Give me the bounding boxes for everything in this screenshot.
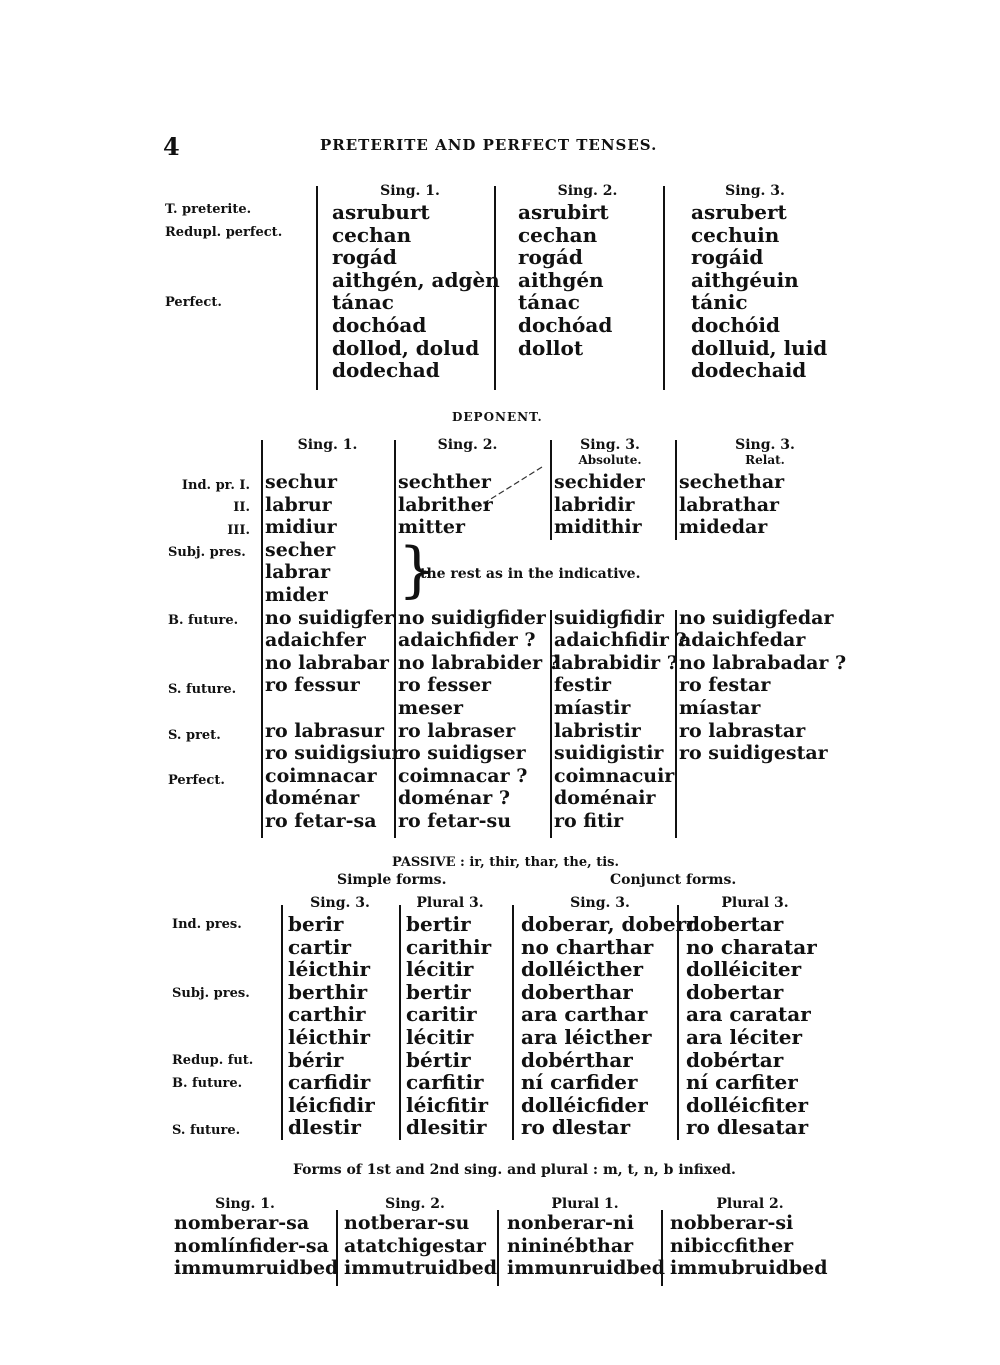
cell: dlesitir: [406, 1115, 487, 1140]
cell: nomlínfider-sa: [174, 1234, 329, 1257]
table-column: [174, 1212, 338, 1280]
row-label: T. preterite.: [165, 202, 252, 217]
table-column: [679, 471, 846, 765]
cell: dolléicther: [521, 957, 644, 982]
column-header: Sing. 1.: [297, 437, 358, 453]
column-header: Sing. 3.: [580, 437, 640, 453]
cell: no suidigfider: [398, 606, 546, 629]
cell: adaichfidir ?: [554, 629, 687, 652]
section-title: PASSIVE : ir, thir, thar, the, tis.: [392, 855, 619, 870]
cell: asrubert: [691, 200, 787, 224]
table-column: [344, 1212, 497, 1280]
row-label: B. future.: [168, 613, 239, 628]
cell: nobberar-si: [670, 1212, 794, 1234]
cell: sechur: [265, 471, 337, 493]
cell: bertir: [406, 979, 471, 1004]
cell: ro suidigser: [398, 742, 526, 765]
cell: sechider: [554, 471, 645, 493]
column-header: Sing. 3.: [310, 895, 370, 911]
cell: ro fetar-sa: [265, 809, 377, 832]
cell: carfitir: [406, 1070, 484, 1095]
table-column: [554, 471, 687, 833]
column-header: Sing. 3.: [570, 895, 630, 911]
cell: secher: [265, 538, 336, 561]
cell: midithir: [554, 516, 642, 539]
cell: ro festar: [679, 674, 771, 697]
row-label: Perfect.: [165, 295, 222, 310]
cell: ro fesser: [398, 674, 492, 697]
cell: ní carfider: [521, 1070, 638, 1095]
column-header: Plural 3.: [416, 895, 484, 911]
cell: doberar, doberr: [521, 912, 697, 936]
column-header: Sing. 1.: [215, 1196, 275, 1212]
row-label: II.: [233, 500, 250, 515]
cell: adaichfer: [265, 629, 366, 652]
cell: [265, 697, 402, 720]
cell: asruburt: [332, 200, 430, 224]
row-label: S. pret.: [168, 728, 221, 743]
row-label: Ind. pres.: [172, 917, 242, 932]
cell: nomberar-sa: [174, 1212, 310, 1234]
column-rule: [497, 1210, 499, 1286]
column-header: Plural 1.: [551, 1196, 619, 1212]
cell: aithgéuin: [691, 267, 799, 292]
simple-forms-heading: Simple forms.: [337, 872, 447, 888]
column-subheader: Absolute.: [578, 453, 642, 467]
cell: no labrabider ?: [398, 651, 560, 674]
cell: doménair: [554, 787, 656, 810]
cell: caritir: [406, 1002, 477, 1027]
cell: sechethar: [679, 471, 785, 493]
column-rule: [512, 905, 514, 1140]
cell: ní carfiter: [686, 1070, 798, 1095]
cell: [554, 539, 687, 562]
table-column: [288, 913, 375, 1139]
cell: berthir: [288, 979, 368, 1004]
cell: mitter: [398, 516, 465, 539]
cell: ro suidigsiur: [265, 742, 402, 765]
cell: míastar: [679, 696, 761, 719]
page-number: 4: [163, 132, 180, 161]
cell: carithir: [406, 934, 492, 959]
table-column: [691, 201, 827, 382]
cell: bertir: [406, 912, 471, 936]
cell: léicthir: [288, 1024, 371, 1049]
cell: tánac: [518, 290, 580, 315]
table-column: [686, 913, 817, 1139]
cell: [679, 561, 846, 584]
cell: ro dlestar: [521, 1115, 631, 1140]
cell: léicfitir: [406, 1092, 489, 1117]
cell: labrathar: [679, 493, 780, 516]
cell: suidigistir: [554, 742, 664, 765]
cell: rogád: [518, 245, 583, 270]
cell: doménar ?: [398, 787, 511, 810]
cell: immunruidbed: [507, 1257, 666, 1280]
table-column: [518, 201, 612, 359]
cell: no suidigfer: [265, 606, 394, 629]
column-rule: [663, 186, 665, 390]
cell: ro fetar-su: [398, 809, 512, 832]
table-column: [507, 1212, 665, 1280]
cell: cechan: [518, 222, 598, 247]
cell: ara léicther: [521, 1024, 652, 1049]
cell: dochóad: [332, 312, 427, 337]
cell: tánac: [332, 290, 394, 315]
cell: bérir: [288, 1047, 344, 1072]
cell: nonberar-ni: [507, 1212, 634, 1234]
cell: sechther: [398, 471, 491, 493]
table-column: [332, 201, 500, 382]
cell: lécitir: [406, 957, 474, 982]
cell: no charthar: [521, 934, 654, 959]
column-rule: [316, 186, 318, 390]
cell: atatchigestar: [344, 1234, 486, 1257]
cell: midedar: [679, 516, 768, 539]
cell: cartir: [288, 934, 352, 959]
cell: coimnacuir: [554, 764, 675, 787]
table-column: [521, 913, 697, 1139]
cell: no charatar: [686, 934, 817, 959]
cell: festir: [554, 674, 611, 697]
brace: }: [398, 535, 437, 605]
cell: no labrabadar ?: [679, 651, 847, 674]
cell: berir: [288, 912, 344, 936]
cell: tánic: [691, 290, 748, 315]
cell: ro suidigestar: [679, 742, 828, 765]
cell: ro dlesatar: [686, 1115, 809, 1140]
row-label: Redup. fut.: [172, 1053, 254, 1068]
column-header: Sing. 2.: [557, 183, 618, 199]
cell: no labrabar: [265, 651, 389, 674]
cell: dolluid, luid: [691, 335, 828, 360]
column-header: Sing. 1.: [380, 183, 440, 199]
table-column: [265, 471, 402, 833]
cell: labristir: [554, 719, 641, 742]
cell: labrar: [265, 561, 331, 584]
cell: míastir: [554, 696, 631, 719]
cell: labrabidir ?: [554, 651, 678, 674]
cell: dollod, dolud: [332, 335, 480, 360]
cell: ro fessur: [265, 674, 360, 697]
cell: doménar: [265, 787, 360, 810]
row-label: Ind. pr. I.: [181, 478, 250, 493]
cell: mider: [265, 583, 328, 606]
column-rule: [281, 905, 283, 1140]
cell: dolléicfider: [521, 1092, 648, 1117]
cell: cechan: [332, 222, 412, 247]
cell: immutruidbed: [344, 1257, 498, 1280]
row-label: B. future.: [172, 1076, 243, 1091]
column-header: Sing. 3.: [735, 437, 795, 453]
cell: dochóid: [691, 312, 780, 337]
cell: ro fitir: [554, 809, 624, 832]
cell: ara caratar: [686, 1002, 811, 1027]
cell: nibiccfither: [670, 1234, 794, 1257]
cell: léicthir: [288, 957, 371, 982]
cell: labrither: [398, 493, 493, 516]
conjunct-forms-heading: Conjunct forms.: [610, 872, 737, 888]
cell: dobértar: [686, 1047, 784, 1072]
cell: lécitir: [406, 1024, 474, 1049]
column-header: Plural 3.: [721, 895, 789, 911]
cell: asrubirt: [518, 200, 609, 224]
subjunctive-note: the rest as in the indicative.: [420, 566, 641, 582]
cell: [679, 539, 846, 562]
column-rule: [261, 440, 263, 838]
cell: ara carthar: [521, 1002, 648, 1027]
cell: immumruidbed: [174, 1257, 339, 1280]
cell: carfidir: [288, 1070, 371, 1095]
cell: coimnacar ?: [398, 764, 528, 787]
row-label: Perfect.: [168, 773, 225, 788]
row-label: III.: [227, 523, 250, 538]
cell: rogáid: [691, 245, 764, 270]
cell: no suidigfedar: [679, 606, 834, 629]
cell: nininébthar: [507, 1234, 634, 1257]
cell: [554, 584, 687, 607]
cell: dodechad: [332, 358, 440, 383]
cell: ro labrasur: [265, 719, 384, 742]
cell: léicfidir: [288, 1092, 375, 1117]
cell: doberthar: [521, 979, 633, 1004]
row-label: Subj. pres.: [168, 545, 246, 560]
cell: labridir: [554, 493, 635, 516]
cell: ara léciter: [686, 1024, 803, 1049]
cell: adaichfedar: [679, 629, 806, 652]
row-label: Subj. pres.: [172, 986, 250, 1001]
cell: dodechaid: [691, 358, 807, 383]
cell: adaichfider ?: [398, 629, 536, 652]
cell: ro labrastar: [679, 719, 806, 742]
column-header: Sing. 2.: [385, 1196, 445, 1212]
cell: [679, 584, 846, 607]
column-rule: [399, 905, 401, 1140]
cell: notberar-su: [344, 1212, 470, 1234]
column-header: Sing. 3.: [725, 183, 785, 199]
cell: dobertar: [686, 912, 784, 936]
cell: dlestir: [288, 1115, 361, 1140]
section-title: DEPONENT.: [452, 410, 543, 424]
cell: dobertar: [686, 979, 784, 1004]
cell: cechuin: [691, 222, 780, 247]
cell: midiur: [265, 516, 337, 539]
cell: aithgén, adgèn: [332, 267, 500, 292]
cell: dochóad: [518, 312, 613, 337]
cell: labrur: [265, 493, 332, 516]
table-column: [398, 471, 560, 833]
cell: dolléicfiter: [686, 1092, 809, 1117]
table-column: [406, 913, 491, 1139]
column-header: Sing. 2.: [437, 437, 498, 453]
infixed-note: Forms of 1st and 2nd sing. and plural : m, t, n, b infixed.: [293, 1162, 736, 1178]
cell: meser: [398, 696, 463, 719]
row-label: Redupl. perfect.: [165, 225, 283, 240]
column-header: Plural 2.: [716, 1196, 784, 1212]
cell: bértir: [406, 1047, 471, 1072]
cell: suidigfidir: [554, 606, 664, 629]
cell: ro labraser: [398, 719, 516, 742]
cell: immubruidbed: [670, 1257, 828, 1280]
cell: coimnacar: [265, 764, 377, 787]
cell: aithgén: [518, 267, 604, 292]
cell: carthir: [288, 1002, 366, 1027]
cell: dobérthar: [521, 1047, 633, 1072]
cell: rogád: [332, 245, 397, 270]
row-label: S. future.: [168, 682, 237, 697]
table-column: [670, 1212, 828, 1280]
running-head: PRETERITE AND PERFECT TENSES.: [320, 136, 658, 154]
cell: dollot: [518, 335, 584, 360]
cell: dolléiciter: [686, 957, 802, 982]
row-label: S. future.: [172, 1123, 241, 1138]
column-subheader: Relat.: [745, 453, 785, 467]
